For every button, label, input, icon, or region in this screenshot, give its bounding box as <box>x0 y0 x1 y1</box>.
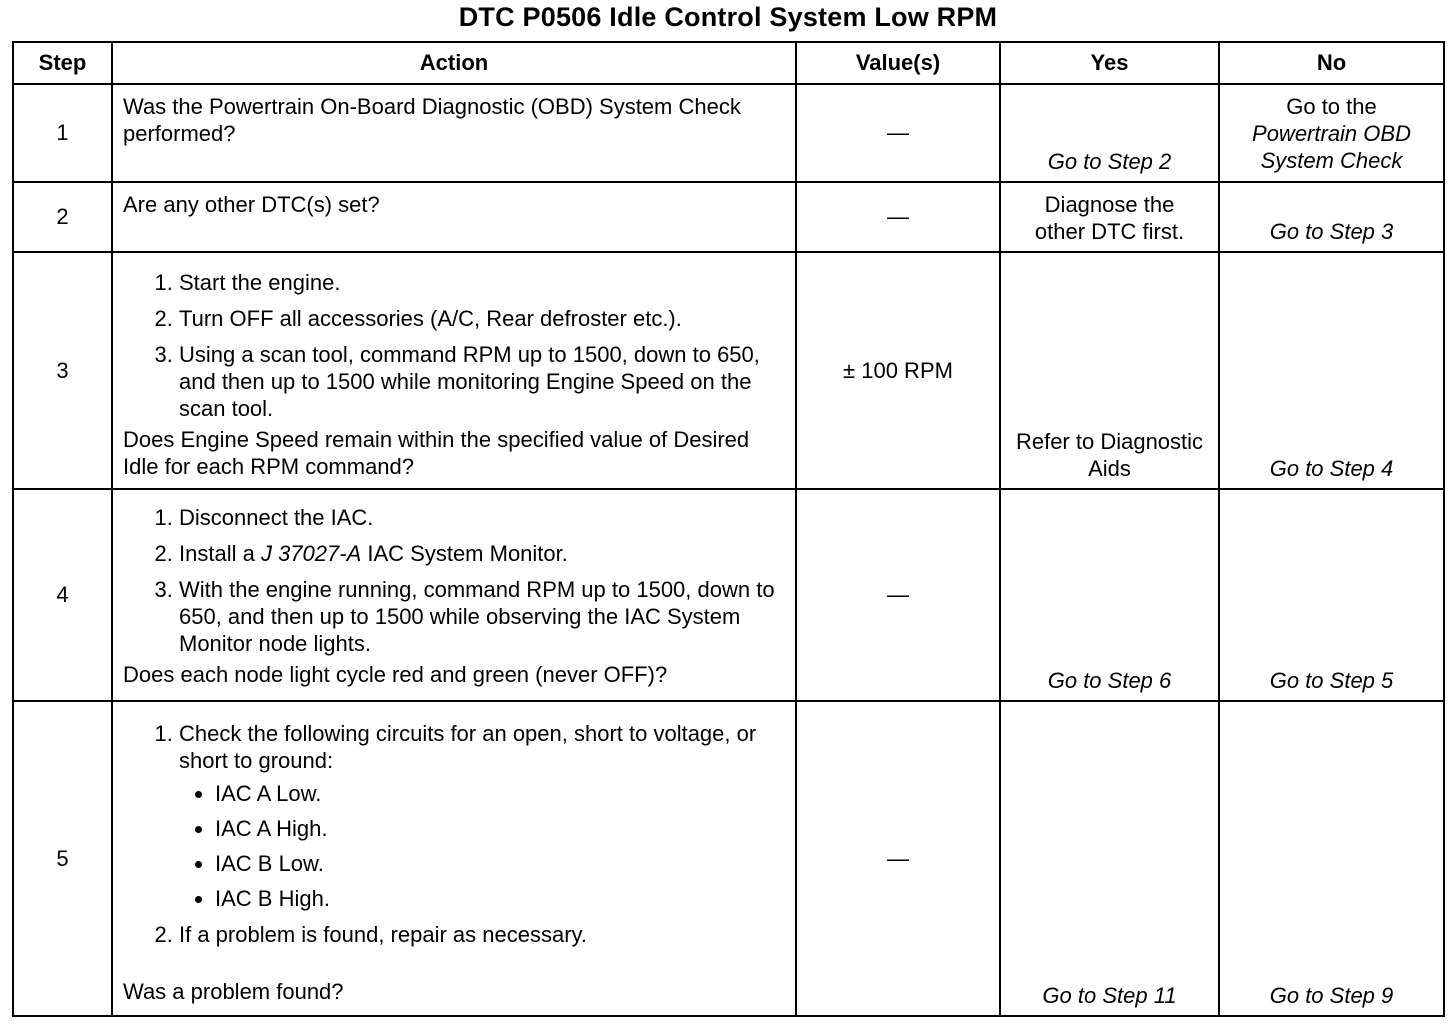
yes-cell[interactable]: Refer to Diagnostic Aids <box>1000 252 1219 489</box>
action-question: Was a problem found? <box>123 979 344 1004</box>
step-number: 3 <box>13 252 112 489</box>
list-item: 1. Start the engine. <box>179 269 785 296</box>
table-row <box>13 489 1444 701</box>
no-cell[interactable]: Go to Step 5 <box>1219 489 1444 701</box>
action-text: Are any other DTC(s) set? <box>112 182 796 252</box>
tool-number: J 37027-A <box>260 541 362 566</box>
yes-cell[interactable]: Go to Step 6 <box>1000 489 1219 701</box>
no-cell[interactable]: Go to Step 3 <box>1219 182 1444 252</box>
list-item: 3. With the engine running, command RPM up to 1500, down to 650, and then up to 1500 while observing the IAC System Monitor node lights. <box>179 576 785 657</box>
no-prefix: Go to the <box>1286 93 1377 119</box>
header-values: Value(s) <box>796 42 1000 84</box>
action-cell <box>112 252 796 489</box>
step-number: 1 <box>13 84 112 182</box>
action-steps <box>123 504 785 657</box>
value-cell: — <box>796 182 1000 252</box>
circuit-list <box>179 780 785 912</box>
table-row <box>13 252 1444 489</box>
value-cell: — <box>796 701 1000 1016</box>
table-row <box>13 701 1444 1016</box>
yes-cell[interactable]: Go to Step 2 <box>1000 84 1219 182</box>
list-item: 3. Using a scan tool, command RPM up to 1500, down to 650, and then up to 1500 while monitoring Engine Speed on the scan tool. <box>179 341 785 422</box>
no-cell[interactable]: Go to Step 4 <box>1219 252 1444 489</box>
header-yes: Yes <box>1000 42 1219 84</box>
step-number: 5 <box>13 701 112 1016</box>
header-action: Action <box>112 42 796 84</box>
action-cell <box>112 489 796 701</box>
install-suffix: IAC System Monitor. <box>367 541 568 566</box>
list-item: 2. If a problem is found, repair as necessary. <box>179 921 785 948</box>
action-steps <box>123 720 785 948</box>
header-step: Step <box>13 42 112 84</box>
action-question: Does each node light cycle red and green (never OFF)? <box>123 662 668 687</box>
circuit-item: • IAC A Low. <box>215 780 785 807</box>
step-number: 2 <box>13 182 112 252</box>
value-cell: — <box>796 489 1000 701</box>
list-item <box>179 720 785 912</box>
check-circuits-text: Check the following circuits for an open, short to voltage, or short to ground: <box>179 721 757 773</box>
install-prefix: Install a <box>179 541 255 566</box>
no-cell[interactable] <box>1219 84 1444 182</box>
value-cell: ± 100 RPM <box>796 252 1000 489</box>
header-no: No <box>1219 42 1444 84</box>
table-row <box>13 182 1444 252</box>
action-question: Does Engine Speed remain within the specified value of Desired Idle for each RPM command? <box>123 427 750 479</box>
page-title: DTC P0506 Idle Control System Low RPM <box>458 2 998 32</box>
circuit-item: • IAC B Low. <box>215 850 785 877</box>
yes-cell[interactable]: Diagnose the other DTC first. <box>1000 182 1219 252</box>
action-text: Was the Powertrain On-Board Diagnostic (OBD) System Check performed? <box>112 84 796 182</box>
no-cell[interactable]: Go to Step 9 <box>1219 701 1444 1016</box>
step-number: 4 <box>13 489 112 701</box>
action-cell <box>112 701 796 1016</box>
circuit-item: • IAC B High. <box>215 885 785 912</box>
list-item <box>179 540 785 567</box>
yes-cell[interactable]: Go to Step 11 <box>1000 701 1219 1016</box>
obd-system-check-link[interactable]: Powertrain OBD System Check <box>1252 120 1411 173</box>
diagnostic-table <box>12 41 1445 1017</box>
action-steps <box>123 269 785 422</box>
list-item: 1. Disconnect the IAC. <box>179 504 785 531</box>
value-cell: — <box>796 84 1000 182</box>
circuit-item: • IAC A High. <box>215 815 785 842</box>
table-header-row <box>13 42 1444 84</box>
table-row <box>13 84 1444 182</box>
list-item: 2. Turn OFF all accessories (A/C, Rear defroster etc.). <box>179 305 785 332</box>
